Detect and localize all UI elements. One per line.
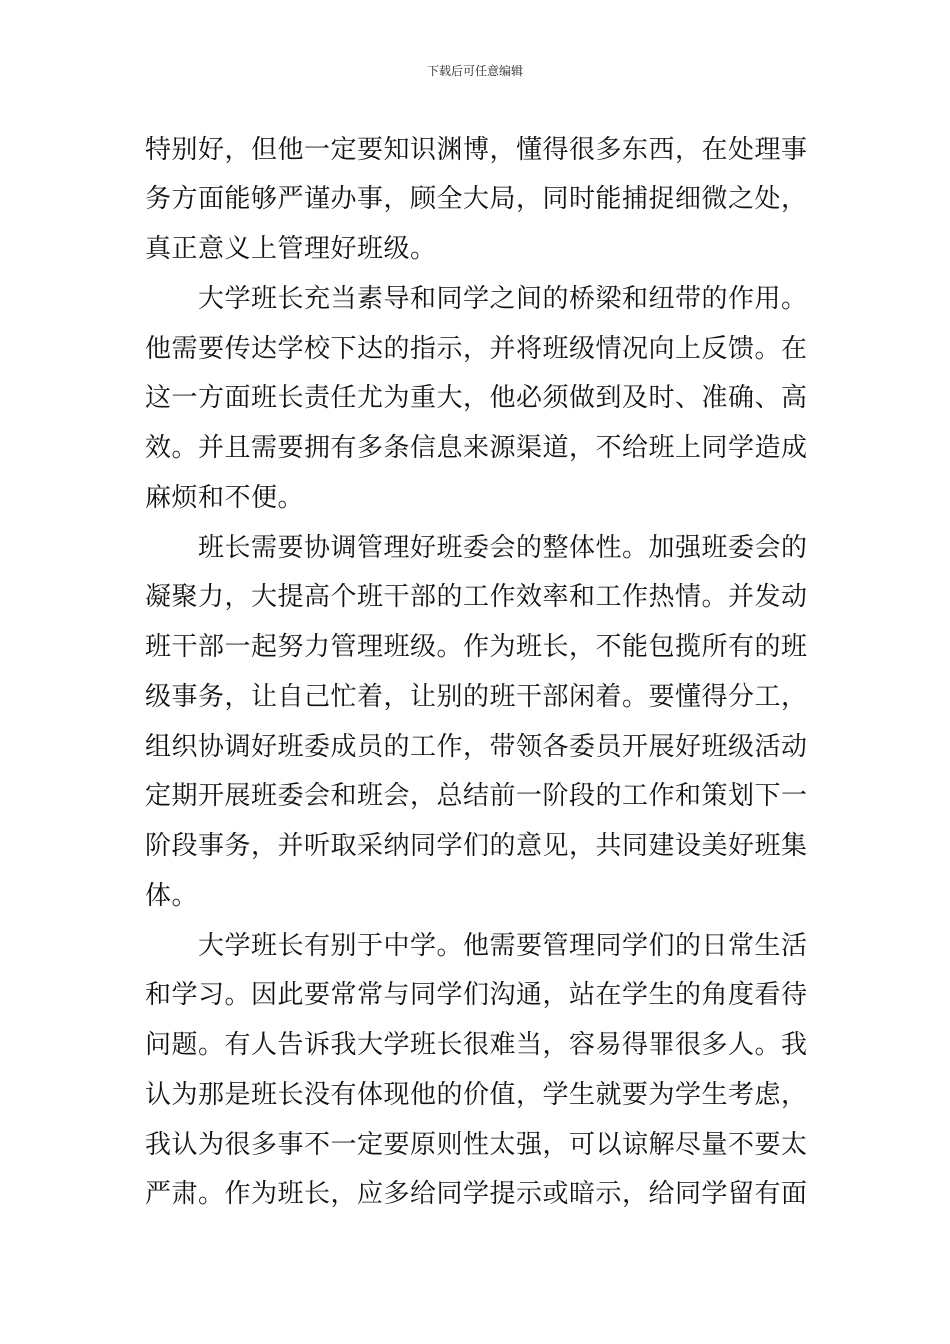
text-line: 级事务，让自己忙着，让别的班干部闲着。要懂得分工， xyxy=(145,682,808,712)
text-line: 特别好，但他一定要知识渊博，懂得很多东西，在处理事 xyxy=(145,135,808,165)
text-line: 班长需要协调管理好班委会的整体性。加强班委会的 xyxy=(145,533,808,563)
text-line: 和学习。因此要常常与同学们沟通，站在学生的角度看待 xyxy=(145,980,808,1010)
text-line: 阶段事务，并听取采纳同学们的意见，共同建设美好班集 xyxy=(145,831,808,861)
text-line: 组织协调好班委成员的工作，带领各委员开展好班级活动 xyxy=(145,732,808,762)
text-line: 问题。有人告诉我大学班长很难当，容易得罪很多人。我 xyxy=(145,1030,808,1060)
text-line: 凝聚力，大提高个班干部的工作效率和工作热情。并发动 xyxy=(145,582,808,612)
text-line: 务方面能够严谨办事，顾全大局，同时能捕捉细微之处， xyxy=(145,184,808,214)
text-line: 严肃。作为班长，应多给同学提示或暗示，给同学留有面 xyxy=(145,1179,808,1209)
text-line: 班干部一起努力管理班级。作为班长，不能包揽所有的班 xyxy=(145,632,808,662)
text-line: 他需要传达学校下达的指示，并将班级情况向上反馈。在 xyxy=(145,334,808,364)
text-line: 这一方面班长责任尤为重大，他必须做到及时、准确、高 xyxy=(145,383,808,413)
text-line: 麻烦和不便。 xyxy=(145,483,305,513)
text-line: 大学班长有别于中学。他需要管理同学们的日常生活 xyxy=(145,931,808,961)
text-line: 我认为很多事不一定要原则性太强，可以谅解尽量不要太 xyxy=(145,1130,808,1160)
text-line: 真正意义上管理好班级。 xyxy=(145,234,437,264)
page-header: 下载后可任意编辑 xyxy=(426,64,523,78)
text-line: 效。并且需要拥有多条信息来源渠道，不给班上同学造成 xyxy=(145,433,808,463)
text-line: 大学班长充当素导和同学之间的桥梁和纽带的作用。 xyxy=(145,284,808,314)
text-line: 体。 xyxy=(145,881,199,911)
text-line: 认为那是班长没有体现他的价值，学生就要为学生考虑， xyxy=(145,1080,808,1110)
text-line: 定期开展班委会和班会，总结前一阶段的工作和策划下一 xyxy=(145,781,808,811)
